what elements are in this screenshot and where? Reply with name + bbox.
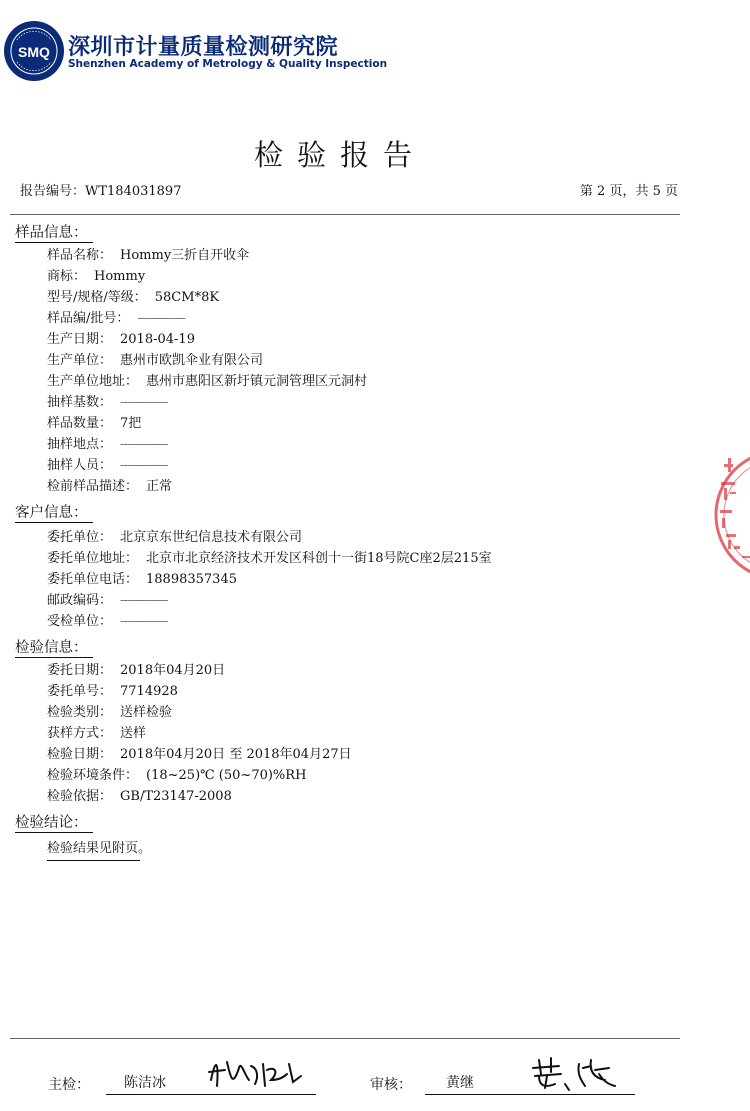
sample-row: 检前样品描述： 正常 — [47, 479, 173, 494]
client-row: 委托单位电话： 18898357345 — [47, 572, 237, 587]
inspection-row: 获样方式： 送样 — [47, 726, 147, 741]
footer-divider — [10, 1038, 680, 1039]
reviewer-signature — [525, 1050, 620, 1098]
section-heading-conclusion: 检验结论： — [15, 815, 93, 833]
sample-row: 生产单位： 惠州市欧凯伞业有限公司 — [47, 353, 264, 368]
org-name-en: Shenzhen Academy of Metrology & Quality Inspection — [68, 58, 388, 70]
inspection-row: 检验依据： GB/T23147-2008 — [47, 789, 232, 804]
sample-row: 抽样基数： -------------- — [47, 395, 168, 410]
sample-row: 生产单位地址： 惠州市惠阳区新圩镇元洞管理区元洞村 — [47, 374, 368, 389]
report-number: 报告编号：WT184031897 — [20, 184, 182, 199]
inspection-row: 委托单号： 7714928 — [47, 684, 178, 699]
client-row: 委托单位地址： 北京市北京经济技术开发区科创十一街18号院C座2层215室 — [47, 551, 492, 566]
logo-text: SMQ — [18, 44, 50, 60]
official-seal-partial — [712, 448, 750, 583]
sample-row: 样品编/批号： -------------- — [47, 311, 185, 326]
sample-row: 生产日期： 2018-04-19 — [47, 332, 195, 347]
conclusion-text: 检验结果见附页。 — [47, 841, 152, 856]
client-row: 邮政编码： -------------- — [47, 593, 168, 608]
client-row: 受检单位： -------------- — [47, 614, 168, 629]
section-heading-sample: 样品信息： — [15, 225, 93, 243]
sample-row: 抽样地点： -------------- — [47, 437, 168, 452]
inspector-label: 主检： — [48, 1077, 90, 1093]
inspection-row: 检验环境条件： (18~25)℃ (50~70)%RH — [47, 768, 307, 783]
smq-logo — [3, 20, 65, 82]
sample-row: 样品名称： Hommy三折自开收伞 — [47, 248, 250, 263]
reviewer-name: 黄继 — [446, 1075, 474, 1091]
sample-row: 商标： Hommy — [47, 269, 146, 284]
inspection-row: 检验日期： 2018年04月20日 至 2018年04月27日 — [47, 747, 352, 762]
inspector-name: 陈洁冰 — [124, 1075, 166, 1091]
inspection-row: 委托日期： 2018年04月20日 — [47, 663, 226, 678]
inspection-row: 检验类别： 送样检验 — [47, 705, 173, 720]
sample-row: 型号/规格/等级： 58CM*8K — [47, 290, 220, 305]
section-heading-inspection: 检验信息： — [15, 640, 93, 658]
page-title: 检验报告 — [253, 138, 426, 172]
org-name-cn: 深圳市计量质量检测研究院 — [68, 35, 339, 60]
section-heading-client: 客户信息： — [15, 505, 93, 523]
sample-row: 样品数量： 7把 — [47, 416, 142, 431]
inspector-signature — [205, 1050, 305, 1098]
conclusion-underline — [47, 860, 140, 861]
reviewer-label: 审核： — [370, 1077, 412, 1093]
client-row: 委托单位： 北京京东世纪信息技术有限公司 — [47, 530, 303, 545]
page-info: 第 2 页，共 5 页 — [579, 184, 678, 199]
sample-row: 抽样人员： -------------- — [47, 458, 168, 473]
header-divider — [10, 214, 680, 215]
